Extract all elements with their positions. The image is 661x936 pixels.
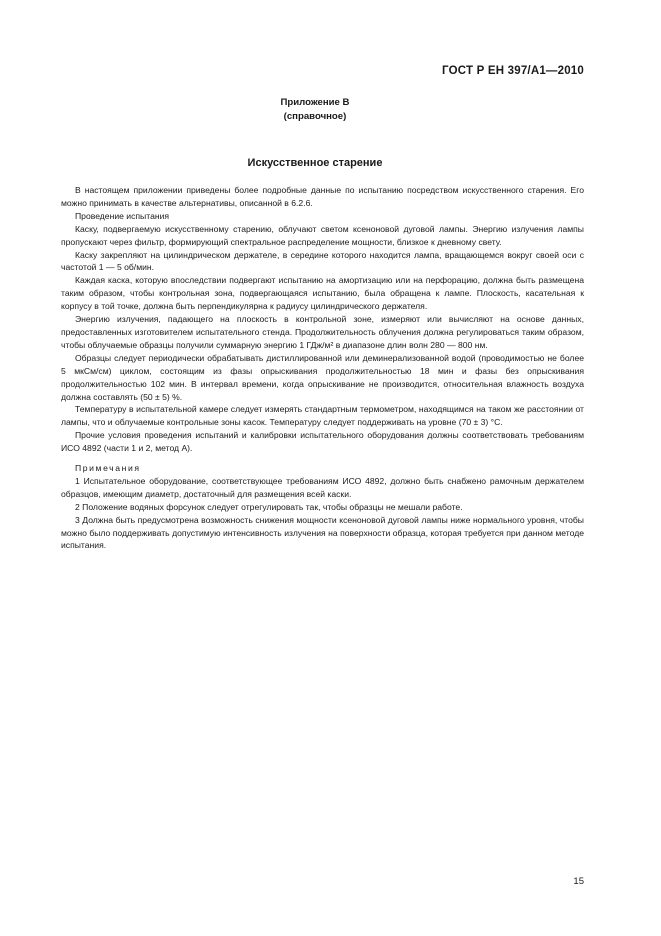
- appendix-heading: [0, 96, 630, 124]
- paragraph: Энергию излучения, падающего на плоскость в контрольной зоне, измеряют или вычисляют на основе данных, предоставленных изготовителем испытательного стенда. Продолжительность облучения должна регулироваться таким образом, чтобы облучаемые образцы получили суммарную энергию 1 ГДж/м² в диапазоне длин волн 280 — 800 нм.: [61, 314, 584, 350]
- section-title: Искусственное старение: [247, 157, 383, 169]
- notes-heading: Примечания: [75, 463, 141, 474]
- note-item: 3 Должна быть предусмотрена возможность снижения мощности ксеноновой дуговой лампы ниже нормального уровня, чтобы можно было поддерживать допустимую интенсивность излучения на поверхности образца, которая требуется при данном методе испытания.: [61, 514, 584, 551]
- note-item: 1 Испытательное оборудование, соответствующее требованиям ИСО 4892, должно быть снабжено рамочным держателем образцов, имеющим диаметр, достаточный для размещения всей каски.: [61, 475, 584, 499]
- page-number: 15: [573, 876, 584, 887]
- paragraph: Каждая каска, которую впоследствии подвергают испытанию на амортизацию или на перфорацию, должна быть размещена таким образом, чтобы контрольная зона, подвергающаяся испытанию, была обращена к лампе. Плоскость, касательная к корпусу в той точке, должна быть перпендикулярна к радиусу цилиндрического держателя.: [61, 275, 584, 312]
- paragraph-intro: В настоящем приложении приведены более подробные данные по испытанию посредством искусственного старения. Его можно принимать в качестве альтернативы, описанной в 6.2.6.: [61, 185, 584, 208]
- document-id-header: ГОСТ Р ЕН 397/А1—2010: [442, 65, 584, 77]
- note-item: 2 Положение водяных форсунок следует отрегулировать так, чтобы образцы не мешали работе.: [75, 501, 463, 512]
- paragraph: Образцы следует периодически обрабатывать дистиллированной или деминерализованной водой (проводимостью не более 5 мкСм/см) циклом, состоящим из фазы опрыскивания продолжительностью 18 мин и фазы без опрыскивания продолжительностью 102 мин. В интервал времени, когда опрыскивание не производится, относительная влажность воздуха должна составлять (50 ± 5) %.: [61, 352, 584, 402]
- body-text: [61, 184, 584, 552]
- paragraph: Каску закрепляют на цилиндрическом держателе, в середине которого находится лампа, вращающемся вокруг своей оси с частотой 1 — 5 об/мин.: [61, 249, 584, 273]
- paragraph: Прочие условия проведения испытаний и калибровки испытательного оборудования должны соответствовать требованиям ИСО 4892 (части 1 и 2, метод А).: [61, 430, 584, 454]
- paragraph: Температуру в испытательной камере следует измерять стандартным термометром, находящимся на таком же расстоянии от лампы, что и облучаемые контрольные зоны касок. Температуру следует поддерживать на уровне (70 ± 3) °С.: [61, 404, 584, 428]
- paragraph-subheading: Проведение испытания: [75, 210, 170, 221]
- appendix-label: Приложение В: [280, 97, 350, 108]
- appendix-type: (справочное): [283, 111, 347, 122]
- paragraph: Каску, подвергаемую искусственному старению, облучают светом ксеноновой дуговой лампы. Энергию излучения лампы пропускают через фильтр, формирующий спектральное распределение мощности, близкое к дневному свету.: [61, 223, 584, 247]
